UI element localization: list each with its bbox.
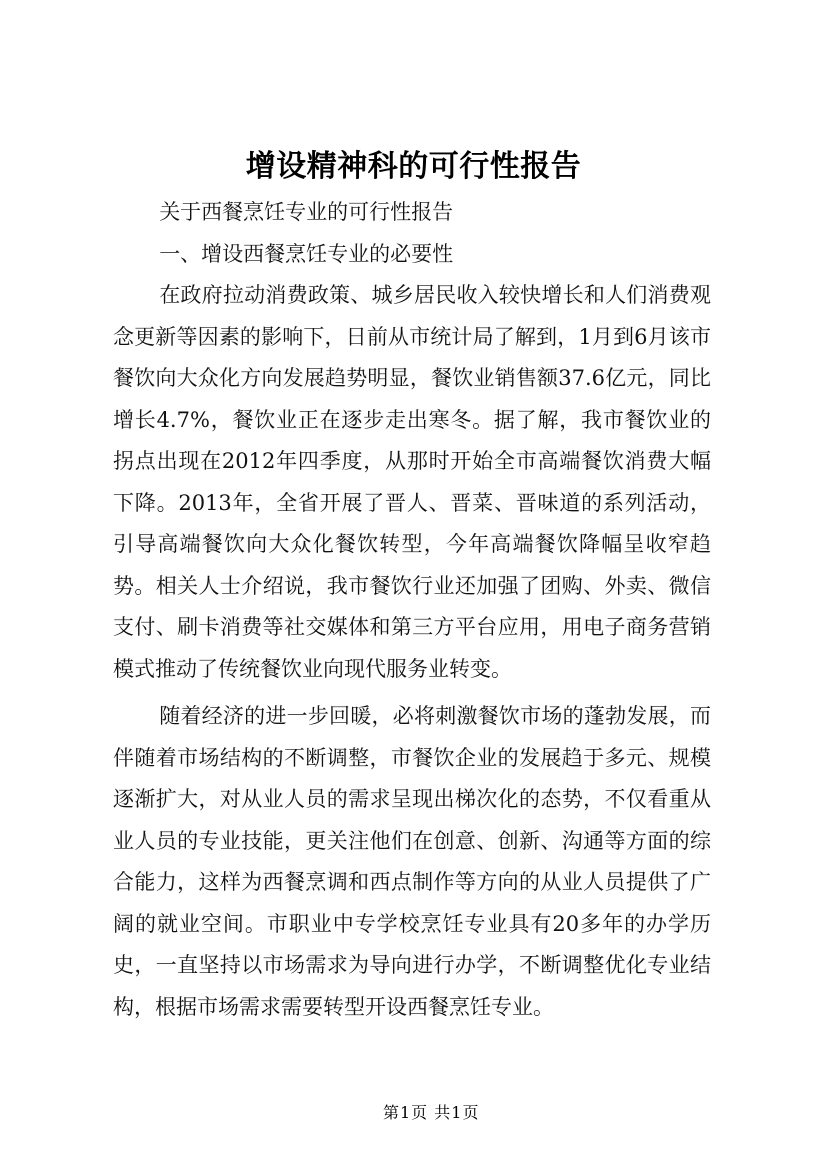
body-paragraph: 随着经济的进一步回暖，必将刺激餐饮市场的蓬勃发展，而伴随着市场结构的不断调整，市餐饮企业的发展趋于多元、规模逐渐扩大，对从业人员的需求呈现出梯次化的态势，不仅看重从业人员的专业技能，更关注他们在创意、创新、沟通等方面的综合能力，这样为西餐烹调和西点制作等方向的从业人员提供了广阔的就业空间。市职业中专学校烹饪专业具有20多年的办学历史，一直坚持以市场需求为导向进行办学，不断调整优化专业结构，根据市场需求需要转型开设西餐烹饪专业。 <box>113 704 711 1019</box>
document-title: 增设精神科的可行性报告 <box>245 149 582 184</box>
section-heading: 一、增设西餐烹饪专业的必要性 <box>159 241 454 266</box>
document-body <box>113 192 711 1028</box>
page-number-footer: 第1页 共1页 <box>383 1103 480 1122</box>
document-subtitle: 关于西餐烹饪专业的可行性报告 <box>159 200 454 224</box>
body-paragraph: 在政府拉动消费政策、城乡居民收入较快增长和人们消费观念更新等因素的影响下，日前从市统计局了解到，1月到6月该市餐饮向大众化方向发展趋势明显，餐饮业销售额37.6亿元，同比增长4.7%，餐饮业正在逐步走出寒冬。据了解，我市餐饮业的拐点出现在2012年四季度，从那时开始全市高端餐饮消费大幅下降。2013年，全省开展了晋人、晋菜、晋味道的系列活动，引导高端餐饮向大众化餐饮转型，今年高端餐饮降幅呈收窄趋势。相关人士介绍说，我市餐饮行业还加强了团购、外卖、微信支付、刷卡消费等社交媒体和第三方平台应用，用电子商务营销模式推动了传统餐饮业向现代服务业转变。 <box>113 283 711 681</box>
